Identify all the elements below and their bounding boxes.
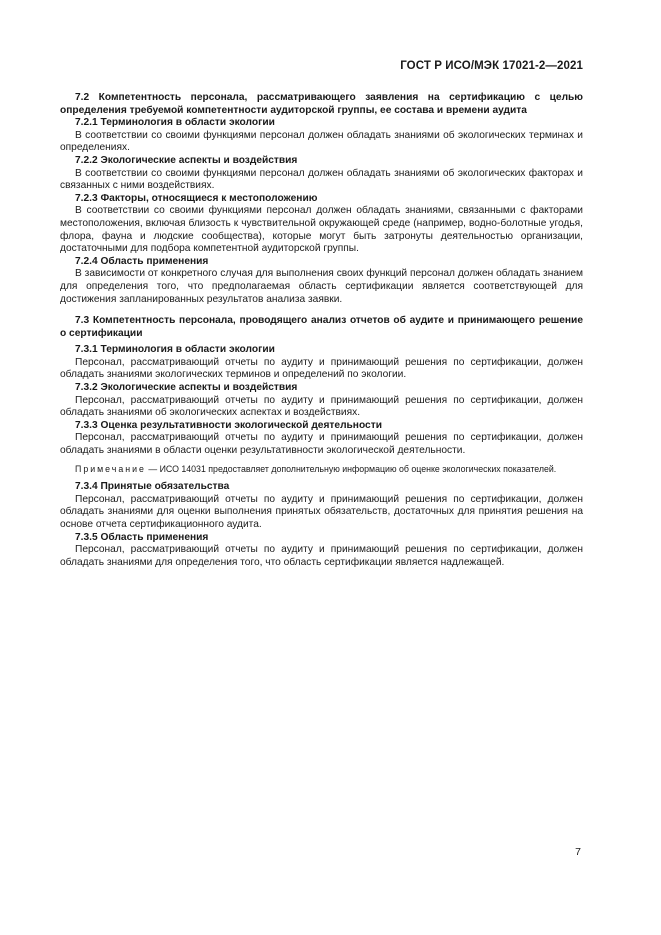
subsection-7-2-1-text: В соответствии со своими функциями персонал должен обладать знаниями об экологических терминах и определениях. <box>60 129 583 154</box>
subsection-7-2-3-title: 7.2.3 Факторы, относящиеся к местоположению <box>75 192 318 204</box>
subsection-7-2-1-title: 7.2.1 Терминология в области экологии <box>75 117 275 129</box>
subsection-7-3-3-text: Персонал, рассматривающий отчеты по аудиту и принимающий решения по сертификации, должен обладать знаниями в области оценки результативности экологической деятельности. <box>60 432 583 457</box>
note-text: — ИСО 14031 предоставляет дополнительную информацию об оценке экологических показателей. <box>145 463 557 474</box>
subsection-7-3-2-text: Персонал, рассматривающий отчеты по аудиту и принимающий решения по сертификации, должен обладать знаниями об экологических аспектах и воздействиях. <box>60 394 583 419</box>
section-gap <box>60 306 583 315</box>
section-7-3-title: 7.3 Компетентность персонала, проводящего анализ отчетов об аудите и принимающего решение о сертификации <box>60 315 583 339</box>
subsection-7-3-1-title: 7.3.1 Терминология в области экологии <box>75 344 275 356</box>
subsection-7-3-3-title: 7.3.3 Оценка результативности экологической деятельности <box>75 419 382 431</box>
note <box>60 464 583 476</box>
note-label: Примечание <box>75 463 146 474</box>
section-7-2-title: 7.2 Компетентность персонала, рассматривающего заявления на сертификацию с целью определения требуемой компетентности аудиторской группы, ее состава и времени аудита <box>60 92 583 116</box>
subsection-7-3-5-title: 7.3.5 Область применения <box>75 531 209 543</box>
page-number: 7 <box>575 846 581 858</box>
document-body <box>60 92 583 569</box>
subsection-7-3-1-text: Персонал, рассматривающий отчеты по аудиту и принимающий решения по сертификации, должен обладать знаниями экологических терминов и определений по экологии. <box>60 356 583 381</box>
subsection-7-3-4-title: 7.3.4 Принятые обязательства <box>75 481 230 493</box>
subsection-7-2-4-title: 7.2.4 Область применения <box>75 255 209 267</box>
subsection-7-2-3-text: В соответствии со своими функциями персонал должен обладать знаниями, связанными с факторами местоположения, включая близость к чувствительной окружающей среде (например, водно-болотные угодья, флора, фауна и людские сообщества), которые могут быть затронуты деятельностью организации, достаточными для подбора компетентной аудиторской группы. <box>60 205 583 255</box>
document-header: ГОСТ Р ИСО/МЭК 17021-2—2021 <box>400 60 583 72</box>
subsection-7-2-4-text: В зависимости от конкретного случая для выполнения своих функций персонал должен обладать знанием для определения того, что предполагаемая область сертификации является соответствующей для достижения запланированных результатов анализа заявки. <box>60 268 583 305</box>
subsection-7-2-2-text: В соответствии со своими функциями персонал должен обладать знаниями об экологических факторах и связанных с ними воздействиях. <box>60 167 583 192</box>
subsection-7-2-2-title: 7.2.2 Экологические аспекты и воздействия <box>75 154 298 166</box>
subsection-7-3-4-text: Персонал, рассматривающий отчеты по аудиту и принимающий решения по сертификации, должен обладать знаниями для оценки выполнения принятых обязательств, достаточных для принятия решения на основе отчета сертификационного аудита. <box>60 493 583 530</box>
subsection-7-3-5-text: Персонал, рассматривающий отчеты по аудиту и принимающий решения по сертификации, должен обладать знаниями для определения того, что область сертификации является надлежащей. <box>60 544 583 568</box>
subsection-7-3-2-title: 7.3.2 Экологические аспекты и воздействия <box>75 382 298 394</box>
